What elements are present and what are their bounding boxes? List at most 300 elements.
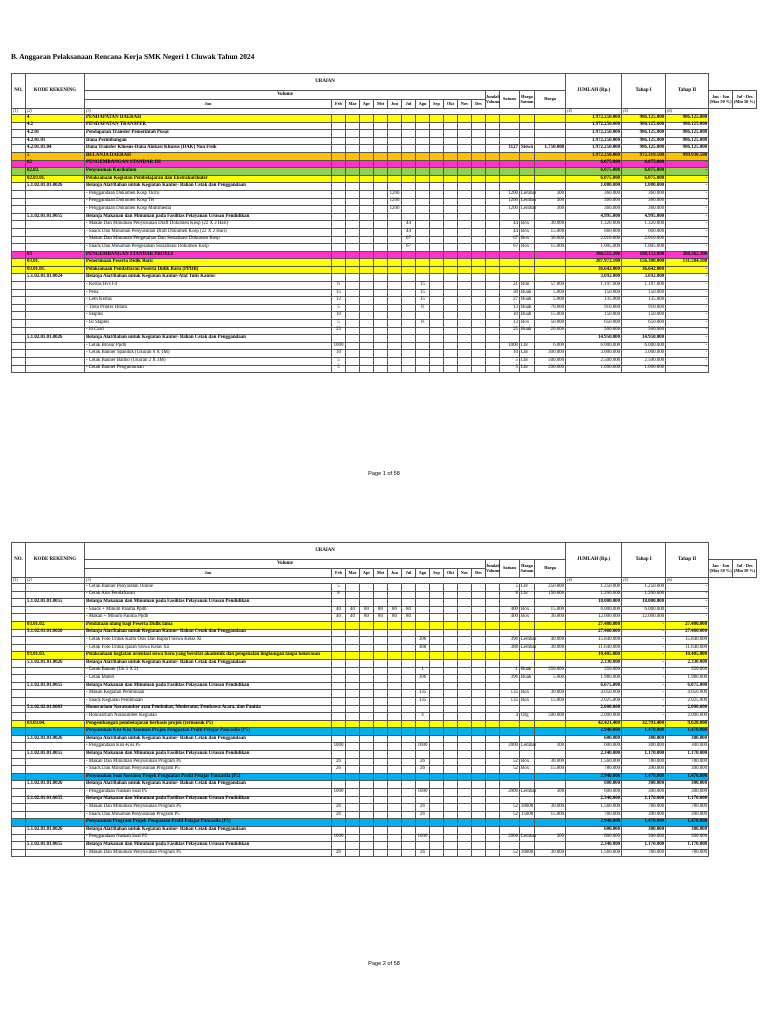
harga-cell: 2.000.000 — [566, 705, 622, 713]
month-volume-cell — [472, 175, 486, 183]
harga-cell: 4.995.000 — [566, 213, 622, 221]
jumlah-volume-cell: 67 — [500, 244, 520, 252]
harga-satuan-cell: 300 — [535, 198, 566, 206]
jumlah-volume-cell: 1200 — [500, 190, 520, 198]
no-cell — [12, 713, 26, 721]
kode-rekening-cell — [26, 637, 85, 645]
month-volume-cell — [444, 168, 458, 176]
month-volume-cell — [360, 804, 374, 812]
tahap-2-cell: - — [666, 206, 709, 214]
month-volume-cell — [458, 713, 472, 721]
month-volume-cell: 15 — [332, 289, 346, 297]
kode-rekening-cell: 5.1.02.01.01.0026 — [26, 629, 85, 637]
satuan-cell: Lembar — [520, 198, 535, 206]
month-volume-cell — [360, 335, 374, 343]
month-volume-cell: 80 — [388, 614, 402, 622]
month-volume-cell: 1000 — [416, 789, 430, 797]
harga-cell: 6.075.000 — [566, 168, 622, 176]
header-harga: Harga — [535, 91, 566, 109]
month-volume-cell — [360, 221, 374, 229]
month-volume-cell — [458, 304, 472, 312]
month-volume-cell — [402, 130, 416, 138]
jumlah-volume-cell: 2000 — [500, 743, 520, 751]
no-cell — [12, 652, 26, 660]
uraian-cell: Belanja Alat/Bahan untuk Kegiatan Kantor- Bahan Cetak dan Penggandaan — [85, 629, 332, 637]
tahap-1-cell: 986.125.000 — [622, 115, 666, 123]
column-number: (6) — [666, 578, 709, 584]
month-volume-cell — [388, 236, 402, 244]
month-volume-cell — [472, 614, 486, 622]
month-volume-cell — [388, 690, 402, 698]
month-volume-cell — [458, 819, 472, 827]
month-volume-cell — [374, 175, 388, 183]
satuan-cell — [520, 682, 535, 690]
month-volume-cell — [374, 335, 388, 343]
month-volume-cell — [486, 236, 500, 244]
month-volume-cell — [430, 342, 444, 350]
harga-satuan-cell — [535, 796, 566, 804]
header-month: Jul — [402, 569, 416, 578]
table-row — [12, 297, 757, 305]
month-volume-cell — [430, 584, 444, 592]
month-volume-cell: 10 — [332, 312, 346, 320]
tahap-1-cell: 1.320.000 — [622, 221, 666, 229]
jumlah-volume-cell — [500, 251, 520, 259]
tahap-2-cell: 780.000 — [666, 758, 709, 766]
month-volume-cell — [472, 122, 486, 130]
month-volume-cell — [444, 152, 458, 160]
month-volume-cell — [444, 236, 458, 244]
jumlah-volume-cell: 67 — [500, 236, 520, 244]
tahap-1-cell: 780.000 — [622, 849, 666, 857]
month-volume-cell: 1 — [416, 667, 430, 675]
header-harga: Harga — [535, 560, 566, 578]
satuan-cell: 30000 — [520, 804, 535, 812]
month-volume-cell — [388, 849, 402, 857]
tahap-1-cell: 1.197.000 — [622, 282, 666, 290]
tahap-2-cell: 1.170.000 — [666, 751, 709, 759]
month-volume-cell — [402, 834, 416, 842]
harga-cell: 380.515.300 — [566, 251, 622, 259]
satuan-cell: Box — [520, 244, 535, 252]
uraian-cell: Belanja Makanan dan Minuman pada Fasilitas Pelayanan Urusan Pendidikan — [85, 682, 332, 690]
harga-cell: 350.000 — [566, 667, 622, 675]
tahap-1-cell: 6.000.000 — [622, 342, 666, 350]
month-volume-cell — [332, 720, 346, 728]
tahap-1-cell: 1.170.000 — [622, 796, 666, 804]
month-volume-cell — [332, 713, 346, 721]
month-volume-cell — [416, 183, 430, 191]
bullet-dash: - — [86, 804, 89, 810]
month-volume-cell — [472, 796, 486, 804]
tahap-2-cell: 986.125.000 — [666, 122, 709, 130]
month-volume-cell — [332, 335, 346, 343]
month-volume-cell — [388, 667, 402, 675]
bullet-dash: - — [86, 243, 89, 249]
header-month: Agu — [416, 100, 430, 109]
month-volume-cell — [332, 190, 346, 198]
header-month: Jun — [388, 569, 402, 578]
month-volume-cell — [374, 198, 388, 206]
month-volume-cell — [388, 781, 402, 789]
month-volume-cell — [346, 213, 360, 221]
harga-cell: 1.197.000 — [566, 282, 622, 290]
month-volume-cell — [444, 282, 458, 290]
month-volume-cell — [486, 350, 500, 358]
satuan-cell — [520, 160, 535, 168]
harga-satuan-cell — [535, 335, 566, 343]
table-row — [12, 849, 757, 857]
month-volume-cell — [444, 849, 458, 857]
month-volume-cell — [332, 259, 346, 267]
month-volume-cell — [458, 834, 472, 842]
month-volume-cell — [458, 751, 472, 759]
month-volume-cell — [374, 796, 388, 804]
satuan-cell: Box — [520, 228, 535, 236]
no-cell — [12, 137, 26, 145]
month-volume-cell — [486, 713, 500, 721]
no-cell — [12, 274, 26, 282]
month-volume-cell — [472, 652, 486, 660]
satuan-cell — [520, 827, 535, 835]
uraian-cell — [85, 811, 332, 819]
month-volume-cell — [458, 599, 472, 607]
tahap-1-cell: - — [622, 629, 666, 637]
month-volume-cell — [444, 599, 458, 607]
uraian-text: Tinta Printer Hitam — [88, 304, 127, 310]
month-volume-cell — [458, 697, 472, 705]
kode-rekening-cell — [26, 690, 85, 698]
month-volume-cell — [458, 659, 472, 667]
month-volume-cell — [486, 834, 500, 842]
month-volume-cell — [430, 274, 444, 282]
no-cell — [12, 758, 26, 766]
month-volume-cell — [416, 206, 430, 214]
month-volume-cell — [458, 213, 472, 221]
month-volume-cell — [472, 644, 486, 652]
month-volume-cell — [416, 796, 430, 804]
satuan-cell: Lembar — [520, 644, 535, 652]
no-cell — [12, 327, 26, 335]
month-volume-cell — [472, 289, 486, 297]
table-row — [12, 152, 757, 160]
uraian-text: Makan Kegiatan Pembinaan — [88, 690, 145, 696]
month-volume-cell — [388, 629, 402, 637]
tahap-1-cell: - — [622, 637, 666, 645]
month-volume-cell — [388, 266, 402, 274]
month-volume-cell — [346, 796, 360, 804]
no-cell — [12, 342, 26, 350]
month-volume-cell — [360, 773, 374, 781]
month-volume-cell: 80 — [374, 614, 388, 622]
month-volume-cell: 26 — [332, 849, 346, 857]
no-cell — [12, 682, 26, 690]
satuan-cell — [520, 175, 535, 183]
harga-cell: 11.640.000 — [566, 644, 622, 652]
month-volume-cell — [486, 751, 500, 759]
month-volume-cell — [472, 137, 486, 145]
month-volume-cell — [486, 728, 500, 736]
month-volume-cell — [416, 160, 430, 168]
month-volume-cell — [486, 130, 500, 138]
month-volume-cell — [430, 690, 444, 698]
month-volume-cell — [472, 705, 486, 713]
tahap-1-cell: 1.005.000 — [622, 244, 666, 252]
tahap-1-cell: 986.125.000 — [622, 130, 666, 138]
month-volume-cell — [472, 682, 486, 690]
tahap-2-cell: - — [666, 289, 709, 297]
month-volume-cell — [444, 358, 458, 366]
satuan-cell — [520, 819, 535, 827]
month-volume-cell — [430, 282, 444, 290]
month-volume-cell — [360, 599, 374, 607]
month-volume-cell — [486, 781, 500, 789]
satuan-cell — [520, 659, 535, 667]
kode-rekening-cell — [26, 350, 85, 358]
tahap-1-cell: 18.000.000 — [622, 599, 666, 607]
satuan-cell: Box — [520, 606, 535, 614]
tahap-2-cell: 780.000 — [666, 804, 709, 812]
no-cell — [12, 599, 26, 607]
month-volume-cell — [402, 198, 416, 206]
month-volume-cell — [472, 206, 486, 214]
month-volume-cell — [416, 228, 430, 236]
month-volume-cell — [374, 789, 388, 797]
month-volume-cell — [416, 198, 430, 206]
month-volume-cell — [374, 758, 388, 766]
month-volume-cell: 135 — [416, 690, 430, 698]
header-month: Okt — [444, 100, 458, 109]
month-volume-cell — [472, 358, 486, 366]
bullet-dash: - — [86, 319, 89, 325]
month-volume-cell — [444, 789, 458, 797]
month-volume-cell — [430, 766, 444, 774]
harga-satuan-cell: 500.000 — [535, 358, 566, 366]
month-volume-cell — [472, 297, 486, 305]
header-uraian: URAIAN — [85, 74, 566, 91]
bullet-dash: - — [86, 327, 89, 333]
harga-satuan-cell — [535, 819, 566, 827]
header-month: Feb — [332, 569, 346, 578]
month-volume-cell — [388, 251, 402, 259]
harga-cell: 1.000.000 — [566, 365, 622, 373]
harga-satuan-cell: 30.000 — [535, 758, 566, 766]
month-volume-cell — [458, 145, 472, 153]
harga-satuan-cell — [535, 773, 566, 781]
month-volume-cell — [444, 652, 458, 660]
month-volume-cell — [346, 599, 360, 607]
tahap-1-cell: 360.000 — [622, 190, 666, 198]
month-volume-cell — [458, 621, 472, 629]
month-volume-cell — [346, 152, 360, 160]
month-volume-cell — [430, 591, 444, 599]
tahap-1-cell: 300.000 — [622, 834, 666, 842]
month-volume-cell — [402, 137, 416, 145]
month-volume-cell — [374, 122, 388, 130]
month-volume-cell — [374, 289, 388, 297]
month-volume-cell — [388, 834, 402, 842]
kode-rekening-cell: 5.1.02.01.01.0026 — [26, 827, 85, 835]
month-volume-cell — [472, 697, 486, 705]
month-volume-cell — [346, 168, 360, 176]
month-volume-cell — [402, 259, 416, 267]
month-volume-cell — [332, 667, 346, 675]
month-volume-cell — [360, 751, 374, 759]
month-volume-cell — [486, 789, 500, 797]
month-volume-cell — [360, 289, 374, 297]
month-volume-cell — [332, 168, 346, 176]
month-volume-cell — [374, 667, 388, 675]
month-volume-cell — [472, 145, 486, 153]
month-volume-cell — [430, 244, 444, 252]
month-volume-cell — [472, 621, 486, 629]
month-volume-cell: 80 — [402, 606, 416, 614]
month-volume-cell — [346, 751, 360, 759]
harga-cell: 2.000.000 — [566, 713, 622, 721]
month-volume-cell — [444, 251, 458, 259]
month-volume-cell — [388, 115, 402, 123]
tahap-2-cell: 2.025.000 — [666, 697, 709, 705]
month-volume-cell — [486, 289, 500, 297]
uraian-cell: Belanja Alat/Bahan untuk Kegiatan Kantor- Bahan Cetak dan Penggandaan — [85, 827, 332, 835]
month-volume-cell — [486, 251, 500, 259]
month-volume-cell — [486, 811, 500, 819]
month-volume-cell — [430, 637, 444, 645]
jumlah-volume-cell — [500, 827, 520, 835]
month-volume-cell — [402, 297, 416, 305]
month-volume-cell — [360, 652, 374, 660]
month-volume-cell — [430, 236, 444, 244]
kode-rekening-cell — [26, 804, 85, 812]
month-volume-cell — [374, 819, 388, 827]
uraian-cell — [85, 804, 332, 812]
month-volume-cell — [458, 206, 472, 214]
month-volume-cell — [360, 358, 374, 366]
month-volume-cell — [458, 804, 472, 812]
month-volume-cell — [416, 819, 430, 827]
tahap-2-cell: - — [666, 213, 709, 221]
harga-cell: 135.000 — [566, 297, 622, 305]
kode-rekening-cell: 4.2.01.01 — [26, 137, 85, 145]
month-volume-cell: 1200 — [388, 190, 402, 198]
month-volume-cell — [346, 244, 360, 252]
header-harga-satuan: Harga Satuan — [520, 91, 535, 109]
uraian-cell — [85, 584, 332, 592]
satuan-cell: Buah — [520, 667, 535, 675]
month-volume-cell — [332, 221, 346, 229]
jumlah-volume-cell — [500, 183, 520, 191]
month-volume-cell — [472, 637, 486, 645]
month-volume-cell — [346, 304, 360, 312]
uraian-cell: Belanja Makanan dan Minuman pada Fasilitas Pelayanan Urusan Pendidikan — [85, 842, 332, 850]
month-volume-cell — [402, 312, 416, 320]
kode-rekening-cell — [26, 766, 85, 774]
month-volume-cell — [374, 804, 388, 812]
month-volume-cell — [402, 849, 416, 857]
tahap-1-cell: 660.000 — [622, 228, 666, 236]
harga-satuan-cell: 20.000 — [535, 327, 566, 335]
tahap-1-cell: - — [622, 621, 666, 629]
kode-rekening-cell: 03 — [26, 251, 85, 259]
month-volume-cell — [332, 751, 346, 759]
jumlah-volume-cell — [500, 213, 520, 221]
harga-satuan-cell: 30.000 — [535, 614, 566, 622]
table-row — [12, 251, 757, 259]
harga-satuan-cell: 350.000 — [535, 667, 566, 675]
month-volume-cell — [332, 251, 346, 259]
month-volume-cell — [374, 304, 388, 312]
month-volume-cell — [402, 274, 416, 282]
month-volume-cell — [430, 183, 444, 191]
header-tahap-2-range: Jul - Des (Min 50 %) — [733, 91, 757, 109]
tahap-1-cell: 1.470.000 — [622, 819, 666, 827]
uraian-cell — [85, 304, 332, 312]
month-volume-cell — [486, 804, 500, 812]
harga-satuan-cell: 250.000 — [535, 584, 566, 592]
month-volume-cell — [360, 236, 374, 244]
uraian-cell — [85, 358, 332, 366]
month-volume-cell — [430, 735, 444, 743]
tahap-1-cell: 1.170.000 — [622, 751, 666, 759]
kode-rekening-cell — [26, 713, 85, 721]
month-volume-cell — [402, 591, 416, 599]
month-volume-cell — [402, 652, 416, 660]
harga-cell: 910.000 — [566, 304, 622, 312]
table-row — [12, 720, 757, 728]
month-volume-cell — [430, 221, 444, 229]
bullet-dash: - — [86, 674, 89, 680]
uraian-text: Makan Dan Minuman Penyusunan Program P5 — [88, 849, 182, 855]
uraian-cell: Penyusunan Kurikulum — [85, 168, 332, 176]
satuan-cell: Buah — [520, 312, 535, 320]
month-volume-cell — [346, 115, 360, 123]
tahap-1-cell: 986.125.000 — [622, 145, 666, 153]
tahap-1-cell: 36.642.000 — [622, 266, 666, 274]
harga-satuan-cell: 50.000 — [535, 320, 566, 328]
month-volume-cell — [360, 682, 374, 690]
jumlah-volume-cell — [500, 659, 520, 667]
month-volume-cell — [402, 115, 416, 123]
uraian-cell: Belanja Makanan dan Minuman pada Fasilitas Pelayanan Urusan Pendidikan — [85, 751, 332, 759]
table-row — [12, 145, 757, 153]
no-cell — [12, 606, 26, 614]
month-volume-cell — [332, 122, 346, 130]
no-cell — [12, 282, 26, 290]
satuan-cell — [520, 168, 535, 176]
harga-cell: 360.000 — [566, 198, 622, 206]
month-volume-cell — [430, 175, 444, 183]
month-volume-cell — [416, 365, 430, 373]
tahap-1-cell: 650.000 — [622, 320, 666, 328]
table-row — [12, 320, 757, 328]
month-volume-cell — [374, 827, 388, 835]
tahap-1-cell: - — [622, 682, 666, 690]
harga-satuan-cell — [535, 213, 566, 221]
month-volume-cell — [444, 682, 458, 690]
month-volume-cell — [374, 206, 388, 214]
jumlah-volume-cell: 135 — [500, 690, 520, 698]
month-volume-cell — [458, 644, 472, 652]
column-number: (2) — [26, 578, 85, 584]
month-volume-cell — [374, 183, 388, 191]
month-volume-cell — [430, 743, 444, 751]
month-volume-cell — [346, 834, 360, 842]
month-volume-cell — [472, 789, 486, 797]
kode-rekening-cell — [26, 606, 85, 614]
harga-cell: 1.972.250.000 — [566, 115, 622, 123]
budget-table-page-1 — [11, 73, 757, 373]
month-volume-cell: 44 — [402, 228, 416, 236]
